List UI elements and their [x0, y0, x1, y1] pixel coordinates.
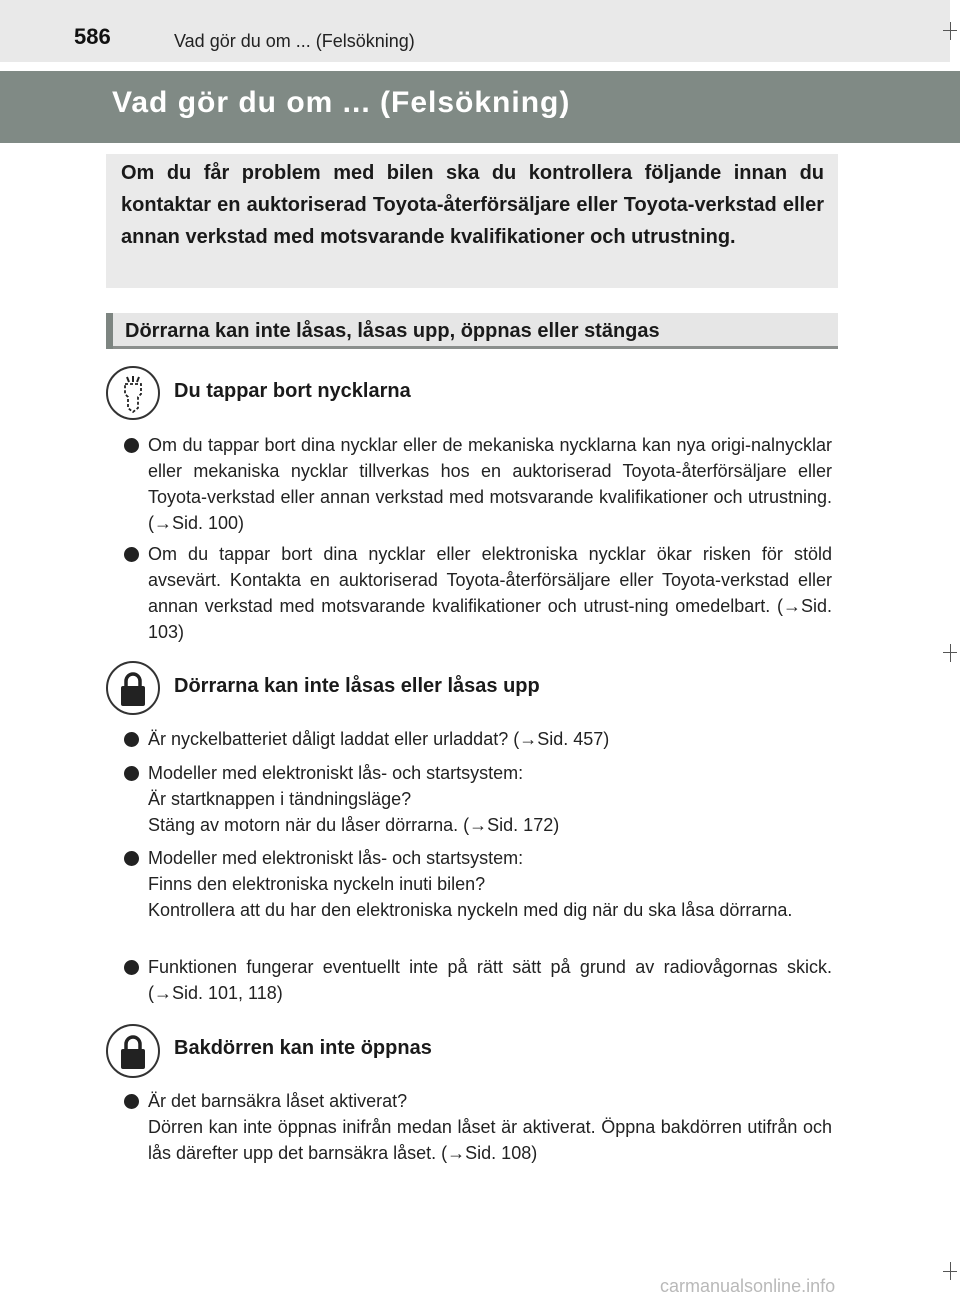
bullet-icon: [124, 960, 139, 975]
item-text: Är det barnsäkra låset aktiverat?: [148, 1091, 408, 1111]
list-item: [124, 845, 832, 923]
item-text: Dörren kan inte öppnas inifrån medan låset är aktiverat. Öppna bakdörren utifrån och lås därefter upp det barnsäkra låset. (→Sid. 108): [148, 1117, 832, 1163]
section-heading: Dörrarna kan inte låsas, låsas upp, öppnas eller stängas: [125, 320, 660, 342]
bullet-icon: [124, 547, 139, 562]
list-item: [124, 954, 832, 1006]
item-text: Stäng av motorn när du låser dörrarna. (→Sid. 172): [148, 815, 560, 835]
section-accent: [106, 313, 113, 349]
crop-mark: [950, 22, 951, 40]
subsection-heading-lost-keys: Du tappar bort nycklarna: [174, 380, 411, 402]
subsection-heading-doors-lock: Dörrarna kan inte låsas eller låsas upp: [174, 675, 540, 697]
watermark: carmanualsonline.info: [660, 1276, 836, 1296]
bullet-icon: [124, 438, 139, 453]
running-title: Vad gör du om ... (Felsökning): [174, 31, 415, 51]
list-item: [124, 1088, 832, 1166]
padlock-icon: [106, 1024, 160, 1078]
list-item: [124, 760, 832, 838]
section-heading-bar: [106, 313, 838, 349]
item-text: Om du tappar bort dina nycklar eller elektroniska nycklar ökar risken för stöld avsevärt. Kontakta en auktoriserad Toyota-återförsäljare eller Toyota-verkstad eller annan verkstad med motsvarande kvalifikationer och utrust-ning omedelbart. (→Sid. 103): [148, 544, 832, 642]
key-icon: [106, 366, 160, 420]
bullet-icon: [124, 851, 139, 866]
list-item: [124, 726, 832, 752]
item-text: Modeller med elektroniskt lås- och startsystem:: [148, 848, 524, 868]
page-title: Vad gör du om ... (Felsökning): [112, 86, 571, 119]
subsection-heading-tailgate: Bakdörren kan inte öppnas: [174, 1037, 432, 1059]
bullet-icon: [124, 732, 139, 747]
padlock-icon: [106, 661, 160, 715]
item-text: Är nyckelbatteriet dåligt laddat eller urladdat? (→Sid. 457): [148, 729, 610, 749]
list-item: [124, 432, 832, 536]
page-number: 586: [74, 24, 111, 49]
item-text: Är startknappen i tändningsläge?: [148, 789, 412, 809]
item-text: Om du tappar bort dina nycklar eller de mekaniska nycklarna kan nya origi-nalnycklar eller mekaniska nycklar tillverkas hos en auktoriserad Toyota-återförsäljare eller Toyota-verkstad eller annan verkstad med motsvarande kvalifikationer och utrustning. (→Sid. 100): [148, 435, 832, 533]
list-item: [124, 541, 832, 645]
item-text: Funktionen fungerar eventuellt inte på rätt sätt på grund av radiovågornas skick. (→Sid. 101, 118): [148, 957, 832, 1003]
page-header: [0, 0, 950, 62]
item-text: Finns den elektroniska nyckeln inuti bilen?: [148, 874, 486, 894]
intro-box: [106, 154, 838, 288]
crop-mark: [950, 644, 951, 662]
bullet-icon: [124, 766, 139, 781]
item-text: Kontrollera att du har den elektroniska nyckeln med dig när du ska låsa dörrarna.: [148, 900, 793, 920]
intro-text: Om du får problem med bilen ska du kontrollera följande innan du kontaktar en auktoriserad Toyota-återförsäljare eller Toyota-verkstad eller annan verkstad med motsvarande kvalifikationer och utrustning.: [121, 162, 824, 248]
crop-mark: [950, 1262, 951, 1280]
item-text: Modeller med elektroniskt lås- och startsystem:: [148, 763, 524, 783]
bullet-icon: [124, 1094, 139, 1109]
